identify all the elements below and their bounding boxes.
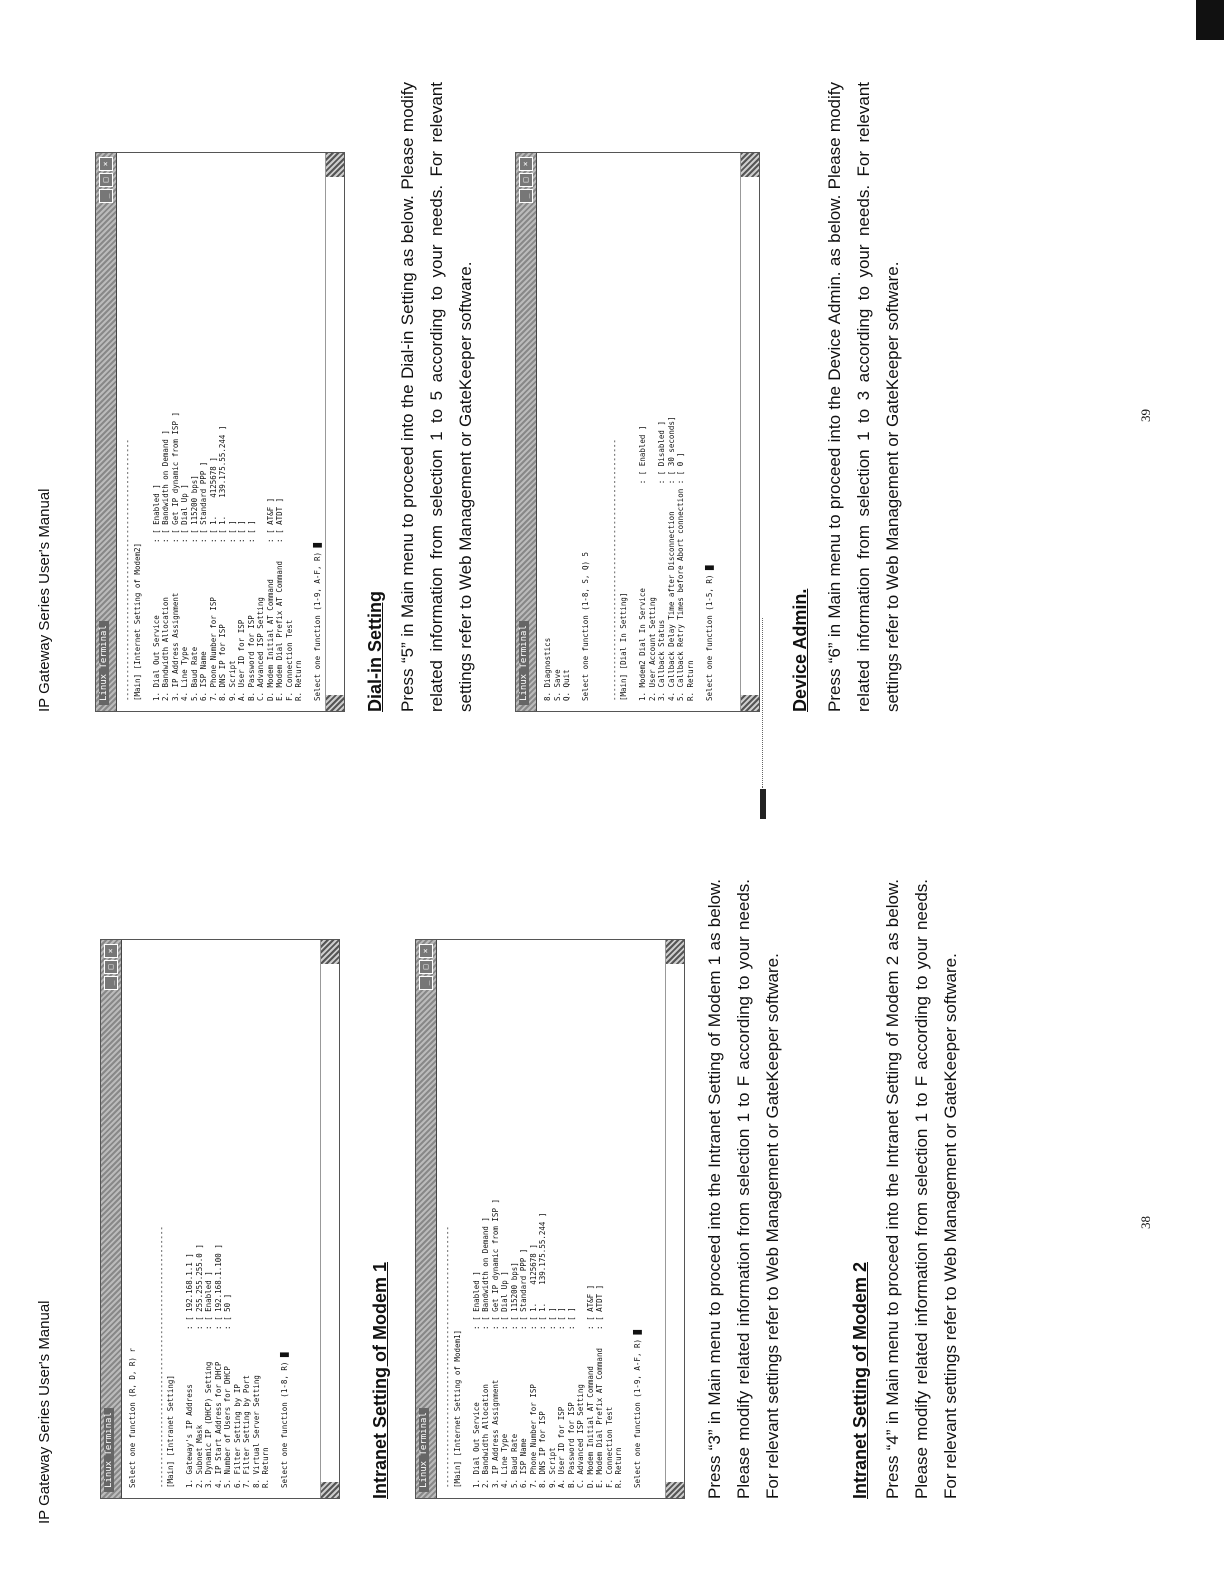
minimize-icon[interactable]: _ <box>104 976 118 990</box>
terminal-window <box>95 152 345 712</box>
terminal-line: [Main] [Dial In Setting] <box>619 592 628 701</box>
terminal-title-bar <box>96 153 117 711</box>
terminal-line: 4. IP Start Address for DHCP : [ 192.168.1.100 ] <box>213 1244 223 1488</box>
terminal-line: Select one function (R, D, R) r <box>128 1348 137 1488</box>
maximize-icon[interactable]: □ <box>419 960 433 974</box>
terminal-line: 6. ISP Name : [ Standard PPP ] <box>519 1248 528 1488</box>
terminal-line: 5. Number of Users for DHCP : [ 50 ] <box>223 1293 232 1488</box>
terminal-line: 3. Dynamic IP (DHCP) Setting : [ Enabled ] <box>204 1271 213 1488</box>
terminal-screen <box>437 940 649 1498</box>
terminal-line: C. Advanced ISP Setting <box>576 1384 585 1488</box>
terminal-line <box>624 950 634 1488</box>
terminal-line: 2. Bandwidth Allocation : [ Bandwidth on Demand ] <box>161 430 170 701</box>
terminal-line: E. Modem Dial Prefix AT Command : [ ATDT ] <box>595 1284 604 1488</box>
terminal-line: 8. DNS IP for ISP : [ 1. 139.175.55.244 ] <box>538 1212 547 1488</box>
terminal-title-bar <box>416 940 437 1498</box>
window-controls <box>519 157 533 203</box>
section-heading: Intranet Setting of Modem 2 <box>850 1261 870 1499</box>
terminal-line <box>600 163 610 701</box>
terminal-line: R. Return <box>294 660 303 701</box>
left-page <box>0 792 1224 1584</box>
terminal-line <box>304 163 314 701</box>
scan-edge-mark <box>1196 0 1224 40</box>
terminal-line: 5. Baud Rate : [ 115200 bps] <box>509 1262 519 1488</box>
terminal-status-bar <box>665 940 684 1498</box>
terminal-title-bar <box>516 153 537 711</box>
page-number: 39 <box>1138 409 1153 422</box>
terminal-line: ---------------------------------------------------------- <box>123 439 132 701</box>
terminal-line: 4. Callback Delay Time after Disconnection : [ 30 seconds] <box>666 416 676 701</box>
terminal-line: 3. IP Address Assignment : [ Get IP dynamic from ISP ] <box>170 412 180 701</box>
terminal-line <box>176 950 186 1488</box>
terminal-line: 2. User Account Setting <box>647 597 657 701</box>
window-controls <box>99 157 113 203</box>
resize-grip-icon[interactable] <box>666 940 684 964</box>
close-icon[interactable]: × <box>419 944 433 958</box>
terminal-line: 8. Diagnostics <box>543 637 552 701</box>
terminal-line: [Main] [Internet Setting of Modem2] <box>132 542 142 701</box>
terminal-line: Select one function (1-5, R) █ <box>704 565 714 701</box>
terminal-line: 4. Line Type : [ Dial Up ] <box>180 484 189 701</box>
terminal-line <box>591 163 601 701</box>
terminal-line: 8. DNS IP for ISP : [ 1. 139.175.55.244 ] <box>218 425 227 701</box>
status-icon <box>321 1482 339 1498</box>
terminal-line: R. Return <box>614 1447 623 1488</box>
terminal-line: C. Advanced ISP Setting <box>256 597 265 701</box>
terminal-line: F. Connection Test <box>284 619 294 701</box>
terminal-line <box>572 163 582 701</box>
terminal-line: Select one function (1-9, A-F, R) █ <box>313 542 322 701</box>
terminal-line: 4. Line Type : [ Dial Up ] <box>500 1271 509 1488</box>
terminal-line: 1. Dial Out Service : [ Enabled ] <box>471 1271 481 1488</box>
terminal-title: Linux Terminal <box>519 621 529 705</box>
section-heading: Intranet Setting of Modem 1 <box>370 1261 390 1499</box>
terminal-line: D. Modem Initial AT Command : [ AT&F ] <box>585 1284 595 1488</box>
terminal-window <box>515 152 760 712</box>
terminal-line: 9. Script : [ ] <box>547 1307 557 1488</box>
resize-grip-icon[interactable] <box>321 940 339 964</box>
close-icon[interactable]: × <box>519 157 533 171</box>
terminal-line: 3. IP Address Assignment : [ Get IP dynamic from ISP ] <box>490 1199 500 1488</box>
terminal-status-bar <box>325 153 344 711</box>
terminal-line: D. Modem Initial AT Command : [ AT&F ] <box>265 497 275 701</box>
window-controls <box>419 944 433 990</box>
terminal-screen <box>537 153 720 711</box>
terminal-line: 8. Virtual Server Setting <box>251 1375 261 1488</box>
maximize-icon[interactable]: □ <box>519 173 533 187</box>
terminal-line: 5. Callback Retry Times before Abort connection : [ 0 ] <box>676 452 685 701</box>
terminal-line: Q. Quit <box>562 669 571 701</box>
terminal-line: 7. Filter Setting by Port <box>242 1375 251 1488</box>
page-number: 38 <box>1138 1216 1153 1229</box>
section-heading: Dial-in Setting <box>365 591 385 712</box>
page-header: IP Gateway Series User's Manual <box>36 488 53 712</box>
paragraph: Press “6” in Main menu to proceed into the Device Admin. as below. Please modify related information from selection 1 to 3 according to your needs. For relevant settings refer to Web Management or GateKeeper software. <box>825 82 902 712</box>
terminal-line: B. Password for ISP : [ ] <box>246 520 256 701</box>
terminal-line: 6. ISP Name : [ Standard PPP ] <box>199 461 208 701</box>
terminal-window <box>100 939 340 1499</box>
resize-grip-icon[interactable] <box>741 153 759 177</box>
window-controls <box>104 944 118 990</box>
terminal-line: 5. Baud Rate : [ 115200 bps] <box>189 475 199 701</box>
terminal-line: A. User ID for ISP : [ ] <box>557 1307 566 1488</box>
minimize-icon[interactable]: _ <box>99 189 113 203</box>
resize-grip-icon[interactable] <box>326 153 344 177</box>
terminal-line: F. Connection Test <box>604 1406 614 1488</box>
paragraph: Press “5” in Main menu to proceed into the Dial-in Setting as below. Please modify related information from selection 1 to 5 according to your needs. For relevant settings refer to Web Management or GateKeeper software. <box>398 82 475 712</box>
terminal-line: B. Password for ISP : [ ] <box>566 1307 576 1488</box>
terminal-screen <box>117 153 329 711</box>
terminal-line: 2. Bandwidth Allocation : [ Bandwidth on Demand ] <box>481 1217 490 1488</box>
terminal-line: ---------------------------------------------------------- <box>156 1226 166 1488</box>
terminal-line <box>271 950 281 1488</box>
terminal-line: 2. Subnet Mask : [ 255.255.255.0 ] <box>194 1244 204 1488</box>
terminal-line: ---------------------------------------------------------- <box>609 439 619 701</box>
terminal-line: [Main] [Intranet Setting] <box>166 1375 175 1488</box>
status-icon <box>326 695 344 711</box>
maximize-icon[interactable]: □ <box>99 173 113 187</box>
terminal-line: Select one function (1-8, R) █ <box>280 1352 289 1488</box>
terminal-line: 9. Script : [ ] <box>227 520 237 701</box>
terminal-line: S. Save <box>552 669 562 701</box>
terminal-line: 7. Phone Number for ISP : [ 1. 4125678 ] <box>208 457 218 701</box>
status-icon <box>741 695 759 711</box>
terminal-line: 6. Filter Setting by IP <box>232 1384 242 1488</box>
terminal-screen <box>122 940 296 1498</box>
terminal-line: R. Return <box>261 1447 270 1488</box>
minimize-icon[interactable]: _ <box>519 189 533 203</box>
terminal-status-bar <box>740 153 759 711</box>
terminal-title: Linux Terminal <box>104 1408 114 1492</box>
terminal-line: 7. Phone Number for ISP : [ 1. 4125678 ] <box>528 1244 538 1488</box>
terminal-title-bar <box>101 940 122 1498</box>
maximize-icon[interactable]: □ <box>104 960 118 974</box>
terminal-line: Select one function (1-9, A-F, R) █ <box>633 1329 642 1488</box>
terminal-line: 3. Callback Status : [ Disabled ] <box>657 421 666 701</box>
terminal-line: Select one function (1-8, S, Q) 5 <box>581 551 590 701</box>
terminal-title: Linux Terminal <box>99 621 109 705</box>
terminal-line <box>147 950 157 1488</box>
terminal-line: ---------------------------------------------------------- <box>443 1226 452 1488</box>
page-header: IP Gateway Series User's Manual <box>36 1300 53 1524</box>
terminal-line <box>462 950 472 1488</box>
terminal-line <box>142 163 152 701</box>
terminal-line: [Main] [Internet Setting of Modem1] <box>452 1329 462 1488</box>
terminal-line: 1. Gateway's IP Address : [ 192.168.1.1 ] <box>185 1253 194 1488</box>
close-icon[interactable]: × <box>104 944 118 958</box>
terminal-line: A. User ID for ISP : [ ] <box>237 520 246 701</box>
terminal-title: Linux Terminal <box>419 1408 429 1492</box>
terminal-status-bar <box>320 940 339 1498</box>
terminal-line: R. Return <box>685 660 695 701</box>
terminal-line <box>138 950 148 1488</box>
close-icon[interactable]: × <box>99 157 113 171</box>
paragraph: Press “3” in Main menu to proceed into the Intranet Setting of Modem 1 as below. Please modify related information from selection 1 to F according to your needs. For relevant settings refer to Web Management or GateKeeper software. <box>705 879 782 1499</box>
terminal-line <box>629 163 639 701</box>
terminal-line: 1. Dial Out Service : [ Enabled ] <box>151 484 161 701</box>
status-icon <box>666 1482 684 1498</box>
minimize-icon[interactable]: _ <box>419 976 433 990</box>
terminal-window <box>415 939 685 1499</box>
terminal-line: E. Modem Dial Prefix AT Command : [ ATDT ] <box>275 497 284 701</box>
paragraph: Press “4” in Main menu to proceed into the Intranet Setting of Modem 2 as below. Please modify related information from selection 1 to F according to your needs. For relevant settings refer to Web Management or GateKeeper software. <box>883 879 960 1499</box>
section-heading: Device Admin. <box>790 588 810 712</box>
terminal-line: 1. Modem2 Dial In Service : [ Enabled ] <box>638 425 647 701</box>
binding-mark <box>760 789 766 819</box>
terminal-line <box>695 163 705 701</box>
